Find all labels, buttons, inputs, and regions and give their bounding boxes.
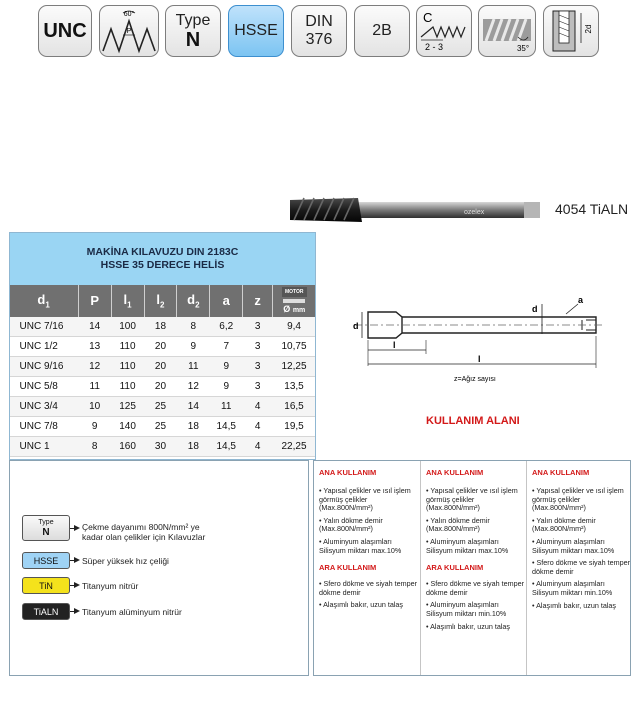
arrow-icon [74,525,80,531]
table-cell: 110 [111,357,144,377]
table-cell: UNC 1 [10,437,79,457]
table-cell: 6,2 [210,317,243,337]
legend-tag-tialn: TiALN [22,603,70,620]
table-cell: 9 [210,357,243,377]
usage-item: • Yapısal çelikler ve ısıl işlem görmüş çelikler (Max.800N/mm²) [426,486,518,513]
arrow-icon [74,608,80,614]
legend-tag-tin: TiN [22,577,70,594]
usage-main-title: ANA KULLANIM [319,468,377,477]
dimension-l2-label: l [393,340,396,350]
table-cell: UNC 9/16 [10,357,79,377]
table-cell: 11 [177,357,210,377]
drill-icon [283,299,305,303]
usage-item: • Alaşımlı bakır, uzun talaş [319,600,404,610]
table-cell: 3 [243,317,273,337]
angle-label: 60° [123,11,135,18]
table-cell: 18 [177,417,210,437]
table-cell: 14,5 [210,417,243,437]
table-cell: 110 [111,337,144,357]
tap-product-image [286,190,548,230]
table-row [10,417,316,437]
usage-item: • Yapısal çelikler ve ısıl işlem görmüş çelikler (Max.800N/mm²) [532,486,624,513]
usage-item: • Alaşımlı bakır, uzun talaş [426,621,511,631]
thread-profile-badge [99,5,159,57]
table-cell: 20 [144,357,177,377]
header-l2: $l_2$ [144,285,177,317]
table-cell: 8 [78,437,111,457]
din-badge [291,5,347,57]
usage-item: • Sfero dökme ve siyah temper dökme demir [319,579,417,597]
table-cell: 12 [177,377,210,397]
table-row [10,337,316,357]
usage-item: • Aluminyum alaşımları Silisyum miktarı max.10% [532,536,615,555]
drill-header-unit: mm [292,306,306,314]
table-cell: 18 [144,317,177,337]
table-cell: UNC 7/8 [10,417,79,437]
table-body [10,317,316,457]
arrow-icon [74,582,80,588]
spiral-flute-icon [480,7,534,55]
table-cell: 9 [177,337,210,357]
table-cell: 20 [144,337,177,357]
table-cell: 4 [243,397,273,417]
tap-dimension-drawing [346,290,614,390]
table-header-row [10,285,316,317]
drawing-caption: z=Ağız sayısı [454,376,496,383]
usage-item: • Yalın dökme demir (Max.800N/mm²) [532,515,596,534]
tolerance-badge [354,5,410,57]
legend-tag-hsse: HSSE [22,552,70,569]
pitch-label: P [126,28,132,35]
table-cell: 9,4 [273,317,316,337]
spec-table [9,232,316,457]
usage-item: • Yalın dökme demir (Max.800N/mm²) [319,515,383,534]
table-cell: 12,25 [273,357,316,377]
thread-profile-icon [101,7,157,55]
table-cell: 4 [243,437,273,457]
tolerance-label: 2B [372,22,392,39]
table-cell: 12 [78,357,111,377]
usage-item: • Yalın dökme demir (Max.800N/mm²) [426,515,490,534]
usage-item: • Aluminyum alaşımları Silisyum miktarı max.10% [426,536,509,555]
header-l1: $l_1$ [111,285,144,317]
header-a: a [210,285,243,317]
dimension-d1-label: d [353,321,359,331]
usage-item: • Alaşımlı bakır, uzun talaş [532,600,617,610]
table-cell: 4 [243,417,273,437]
arrow-icon [74,557,80,563]
legend-text-type-n: Çekme dayanımı 800N/mm² ye kadar olan çelikler için Kılavuzlar [82,522,206,542]
header-drill-diameter [273,285,316,317]
table-title-line2: HSSE 35 DERECE HELİS [100,258,225,271]
table-cell: 11 [210,397,243,417]
usage-item: • Aluminyum alaşımları Silisyum miktarı min.10% [532,579,613,597]
table-cell: 25 [144,397,177,417]
hole-depth-icon [545,7,597,55]
table-title-line1: MAKİNA KILAVUZU DIN 2183C [86,245,239,258]
table-cell: 10,75 [273,337,316,357]
unc-badge [38,5,92,57]
header-p: P [78,285,111,317]
legend-text-tialn: Titanyum alüminyum nitrür [82,607,182,617]
unc-label: UNC [43,20,87,42]
usage-item: • Sfero dökme ve siyah temper dökme demir [426,579,524,597]
header-z: z [243,285,273,317]
table-cell: 125 [111,397,144,417]
product-code-label: 4054 TiALN [555,201,629,217]
usage-column-1 [314,461,420,675]
usage-column-3 [526,461,630,675]
table-cell: UNC 7/16 [10,317,79,337]
chamfer-icon [417,7,471,55]
table-row [10,357,316,377]
table-cell: 14,5 [210,437,243,457]
chamfer-range: 2 - 3 [425,42,444,52]
usage-sub-title: ARA KULLANIM [319,563,377,573]
table-cell: 14 [78,317,111,337]
table-cell: 8 [177,317,210,337]
type-n-label: N [185,29,201,51]
table-cell: 11 [78,377,111,397]
table-cell: 3 [243,357,273,377]
table-cell: 13,5 [273,377,316,397]
table-cell: 3 [243,337,273,357]
table-row [10,317,316,337]
usage-item: • Yapısal çelikler ve ısıl işlem görmüş çelikler (Max.800N/mm²) [319,486,411,513]
usage-box [313,460,631,676]
brand-mark: ozelex [464,209,485,216]
table-cell: UNC 1/2 [10,337,79,357]
legend-box [9,460,309,676]
table-row [10,377,316,397]
table-cell: 140 [111,417,144,437]
table-cell: 30 [144,437,177,457]
helix-badge [478,5,536,57]
diameter-icon: Ø [283,303,291,314]
usage-item: • Aluminyum alaşımları Silisyum miktarı min.10% [426,600,507,618]
table-cell: 13 [78,337,111,357]
dimension-a-label: a [578,295,584,305]
table-row [10,397,316,417]
usage-sub-title: ARA KULLANIM [426,563,484,573]
usage-main-title: ANA KULLANIM [532,468,590,477]
table-cell: 9 [78,417,111,437]
chamfer-badge [416,5,472,57]
table-cell: 110 [111,377,144,397]
type-label: Type [175,12,211,29]
table-cell: 9 [210,377,243,397]
table-cell: 19,5 [273,417,316,437]
table-cell: 25 [144,417,177,437]
table-cell: 16,5 [273,397,316,417]
table-cell: 14 [177,397,210,417]
table-cell: 100 [111,317,144,337]
dimension-d2-label: d [532,304,538,314]
table-title [10,233,316,285]
hsse-label: HSSE [234,22,278,39]
legend-text-tin: Titanyum nitrür [82,581,139,591]
usage-item: • Sfero dökme ve siyah temper dökme demir [532,558,630,576]
table-row [10,437,316,457]
usage-main-title: ANA KULLANIM [426,468,484,477]
legend-text-hsse: Süper yüksek hız çeliği [82,556,169,566]
drill-header-top: MOTOR [282,287,307,297]
table-cell: 3 [243,377,273,397]
type-n-badge [165,5,221,57]
usage-item: • Aluminyum alaşımları Silisyum miktarı max.10% [319,536,402,555]
table-cell: 160 [111,437,144,457]
din-label: DIN [305,13,333,30]
dimension-l1-label: l [478,354,481,364]
table-cell: UNC 5/8 [10,377,79,397]
usage-column-2 [420,461,526,675]
legend-tag-type-n: Type N [22,515,70,541]
table-cell: UNC 3/4 [10,397,79,417]
depth-label: 2d [584,24,593,34]
table-cell: 18 [177,437,210,457]
usage-area-title: KULLANIM ALANI [426,415,520,427]
helix-angle-label: 35° [516,44,530,53]
table-cell: 20 [144,377,177,397]
header-d2: $d_2$ [177,285,210,317]
hsse-badge [228,5,284,57]
table-cell: 7 [210,337,243,357]
chamfer-letter: C [423,10,433,25]
din-number: 376 [305,31,333,48]
depth-badge [543,5,599,57]
table-cell: 22,25 [273,437,316,457]
table-cell: 10 [78,397,111,417]
header-d1: $d_1$ [10,285,79,317]
